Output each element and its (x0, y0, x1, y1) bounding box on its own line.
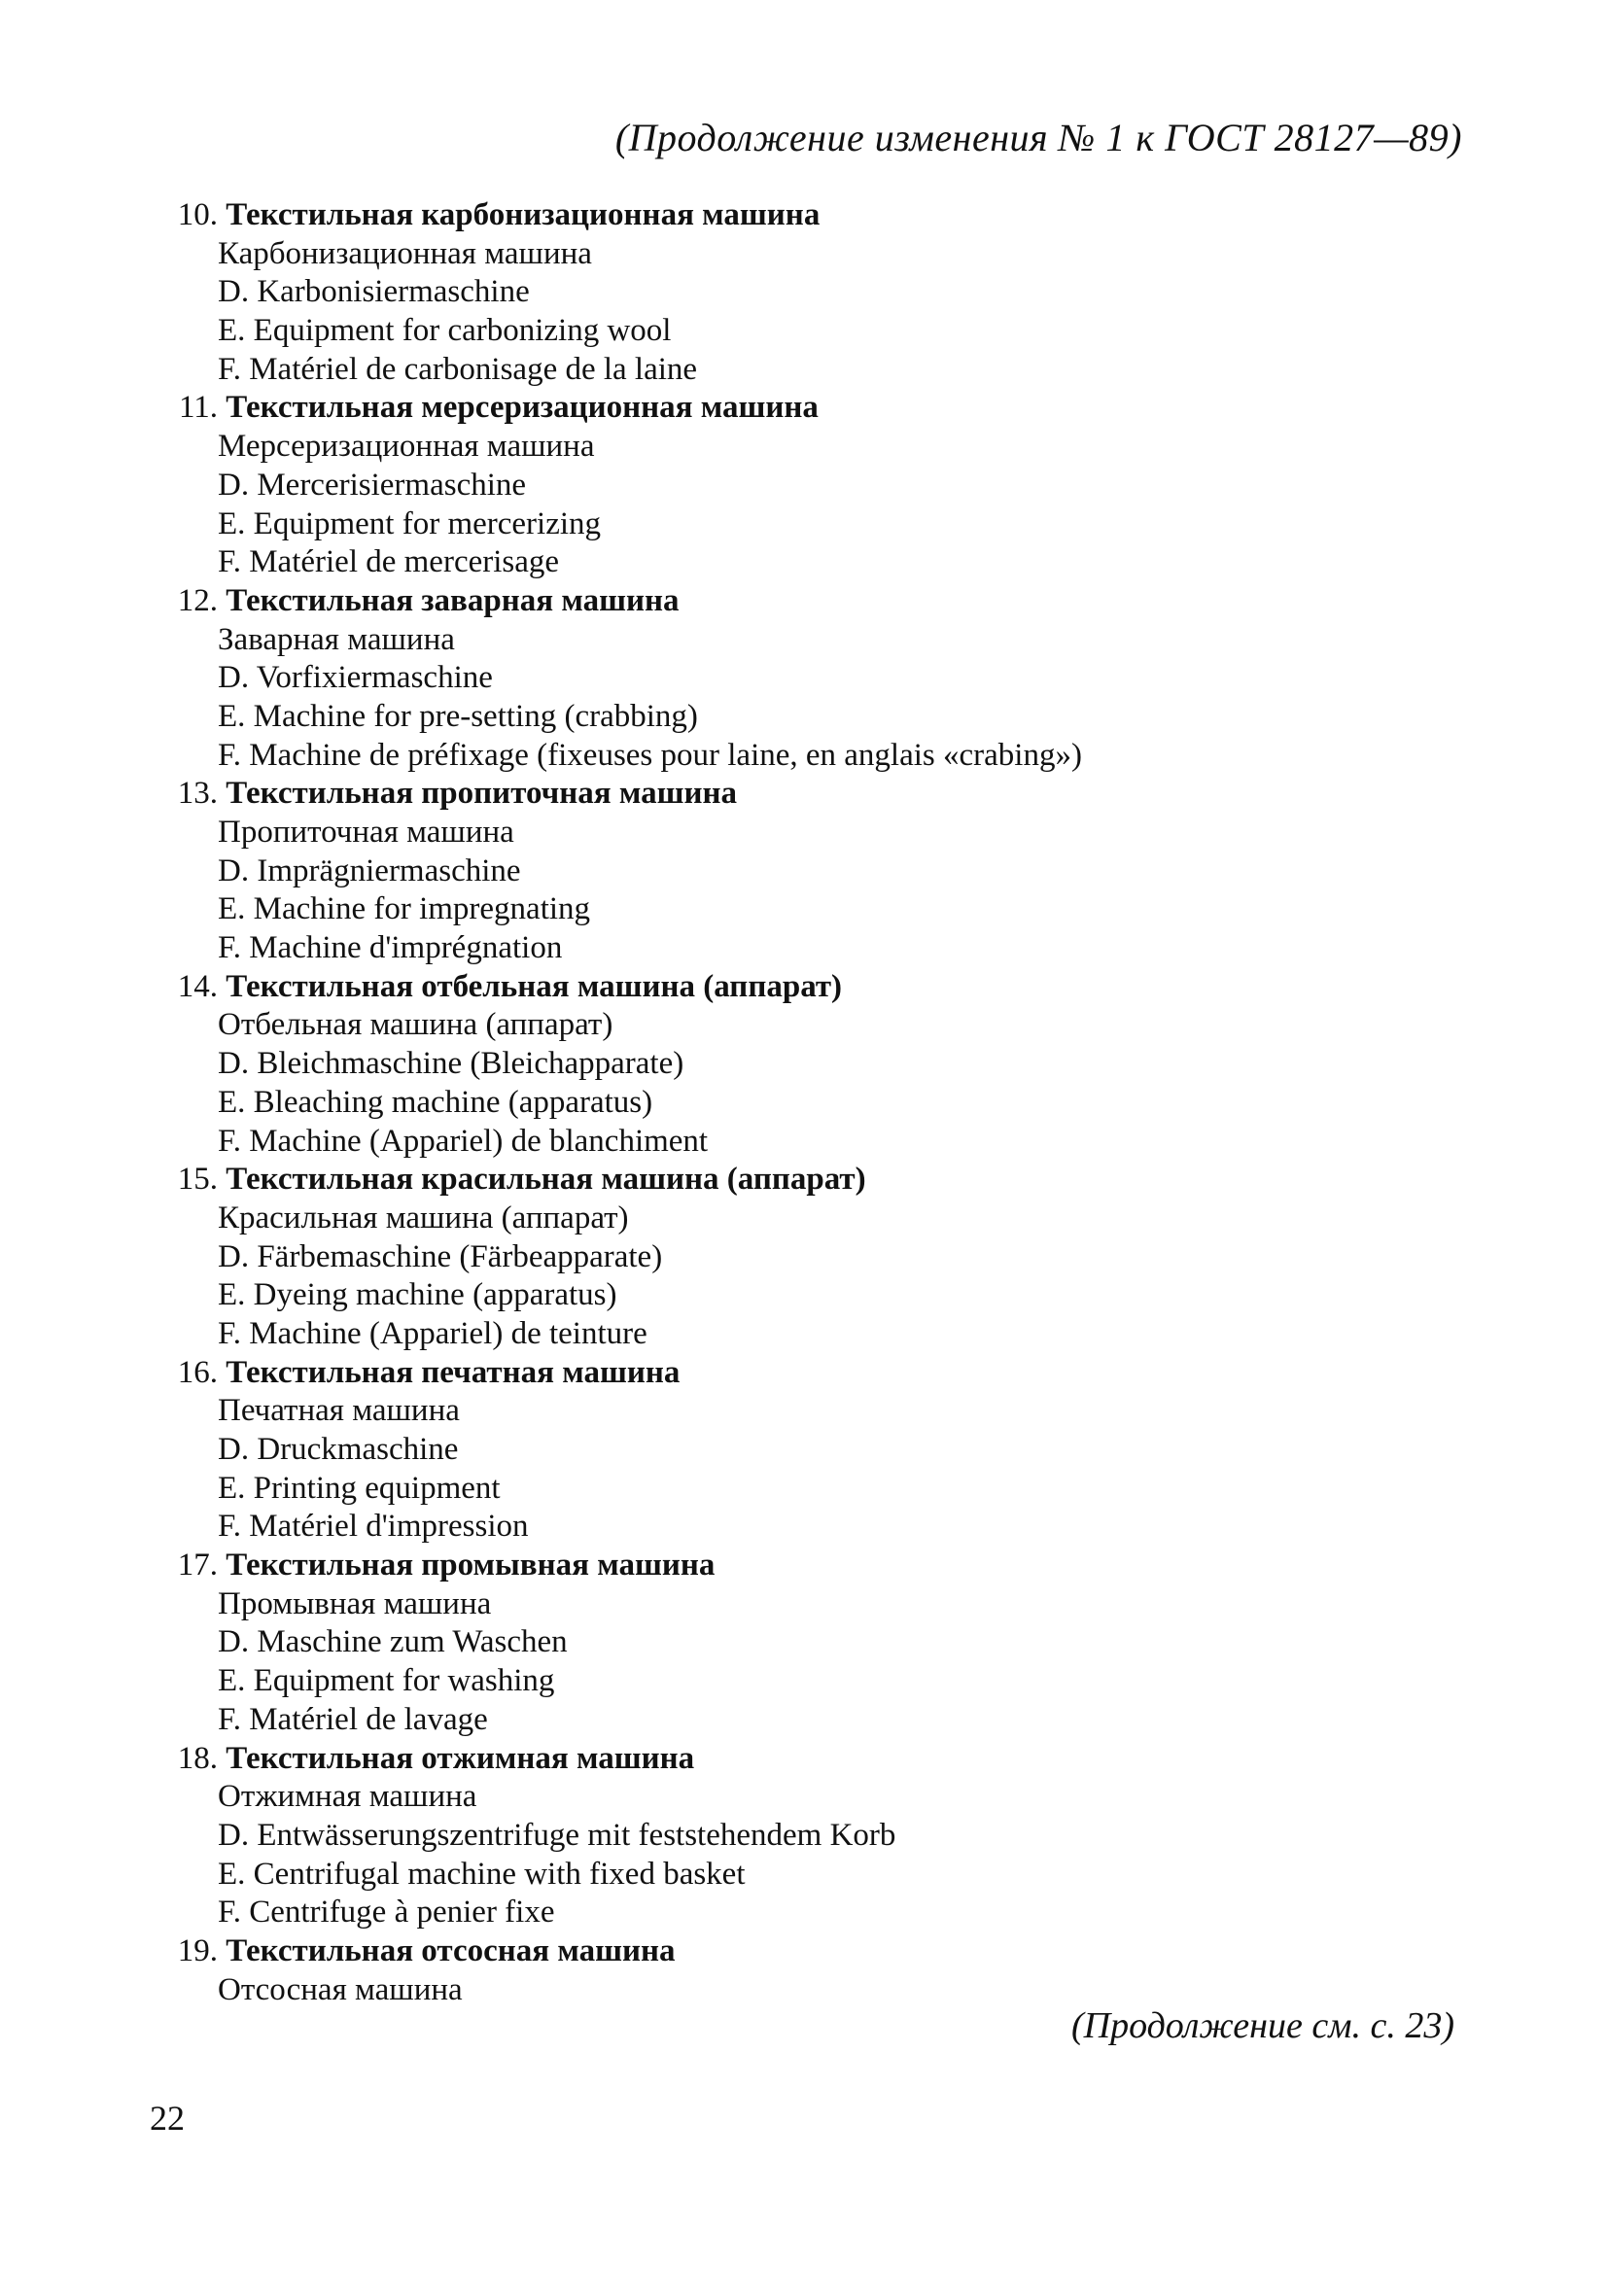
entry-term: Текстильная мерсеризационная машина (226, 390, 819, 426)
term-entry-11 (154, 389, 1515, 581)
entry-short-term: Печатная машина (218, 1393, 460, 1429)
term-entry-16 (154, 1354, 1515, 1547)
entry-short-term: Мерсеризационная машина (218, 429, 595, 465)
entry-number: 11. (178, 390, 218, 426)
entry-number: 12. (177, 582, 218, 618)
term-entry-19 (154, 1932, 1515, 2009)
entry-french: F. Machine d'imprégnation (218, 930, 563, 966)
term-entry-12 (154, 582, 1515, 775)
entry-short-term: Пропиточная машина (218, 815, 514, 850)
entry-english: E. Equipment for carbonizing wool (218, 313, 672, 349)
entry-number: 14. (177, 968, 218, 1004)
term-entry-17 (154, 1547, 1515, 1739)
entry-german: D. Maschine zum Waschen (218, 1624, 568, 1660)
entry-german: D. Entwässerungszentrifuge mit feststehendem Korb (218, 1817, 896, 1853)
entry-term: Текстильная отсосная машина (226, 1932, 676, 1968)
term-entry-10 (154, 196, 1515, 389)
entry-term: Текстильная заварная машина (226, 582, 680, 618)
entry-short-term: Отбельная машина (аппарат) (218, 1007, 613, 1043)
entry-number: 17. (177, 1548, 218, 1583)
term-list (154, 196, 1515, 2009)
entry-english: E. Equipment for washing (218, 1663, 555, 1699)
entry-french: F. Centrifuge à penier fixe (218, 1895, 555, 1931)
entry-french: F. Matériel de lavage (218, 1701, 488, 1737)
entry-short-term: Заварная машина (218, 621, 455, 657)
entry-english: E. Dyeing machine (apparatus) (218, 1277, 617, 1313)
entry-english: E. Machine for impregnating (218, 891, 591, 927)
entry-number: 15. (177, 1162, 218, 1198)
term-entry-13 (154, 775, 1515, 967)
running-header: (Продолжение изменения № 1 к ГОСТ 28127—89) (614, 116, 1462, 159)
entry-short-term: Промывная машина (218, 1585, 492, 1621)
entry-french: F. Machine (Appariel) de teinture (218, 1315, 647, 1351)
entry-short-term: Отжимная машина (218, 1779, 477, 1815)
page-number: 22 (150, 2099, 185, 2138)
entry-german: D. Karbonisiermaschine (218, 274, 530, 310)
entry-french: F. Matériel d'impression (218, 1509, 529, 1545)
entry-german: D. Bleichmaschine (Bleichapparate) (218, 1046, 684, 1082)
entry-english: E. Equipment for mercerizing (218, 505, 602, 541)
entry-french: F. Machine (Appariel) de blanchiment (218, 1123, 709, 1159)
term-entry-14 (154, 968, 1515, 1161)
continuation-note: (Продолжение см. с. 23) (1070, 2005, 1454, 2046)
entry-german: D. Imprägniermaschine (218, 852, 521, 888)
entry-term: Текстильная отжимная машина (226, 1740, 695, 1776)
term-entry-18 (154, 1740, 1515, 1932)
entry-number: 10. (177, 197, 218, 232)
entry-term: Текстильная пропиточная машина (226, 776, 737, 812)
entry-english: E. Centrifugal machine with fixed basket (218, 1856, 746, 1892)
entry-english: E. Bleaching machine (apparatus) (218, 1084, 653, 1120)
entry-german: D. Mercerisiermaschine (218, 467, 527, 503)
entry-english: E. Machine for pre-setting (crabbing) (218, 698, 698, 734)
entry-german: D. Vorfixiermaschine (218, 660, 493, 696)
entry-number: 16. (177, 1354, 218, 1390)
entry-term: Текстильная красильная машина (аппарат) (226, 1162, 866, 1198)
entry-french: F. Matériel de carbonisage de la laine (218, 351, 698, 387)
entry-term: Текстильная печатная машина (226, 1354, 681, 1390)
entry-short-term: Красильная машина (аппарат) (218, 1200, 629, 1235)
entry-term: Текстильная карбонизационная машина (226, 197, 821, 232)
entry-french: F. Matériel de mercerisage (218, 544, 560, 580)
entry-number: 13. (177, 776, 218, 812)
entry-term: Текстильная промывная машина (226, 1548, 716, 1583)
entry-number: 19. (177, 1932, 218, 1968)
term-entry-15 (154, 1161, 1515, 1353)
entry-term: Текстильная отбельная машина (аппарат) (226, 968, 843, 1004)
entry-german: D. Druckmaschine (218, 1432, 459, 1467)
entry-short-term: Отсосная машина (218, 1971, 463, 2007)
entry-french: F. Machine de préfixage (fixeuses pour laine, en anglais «crabing») (218, 737, 1082, 773)
entry-english: E. Printing equipment (218, 1470, 501, 1506)
entry-short-term: Карбонизационная машина (218, 235, 592, 271)
entry-german: D. Färbemaschine (Färbeapparate) (218, 1238, 663, 1274)
entry-number: 18. (177, 1740, 218, 1776)
